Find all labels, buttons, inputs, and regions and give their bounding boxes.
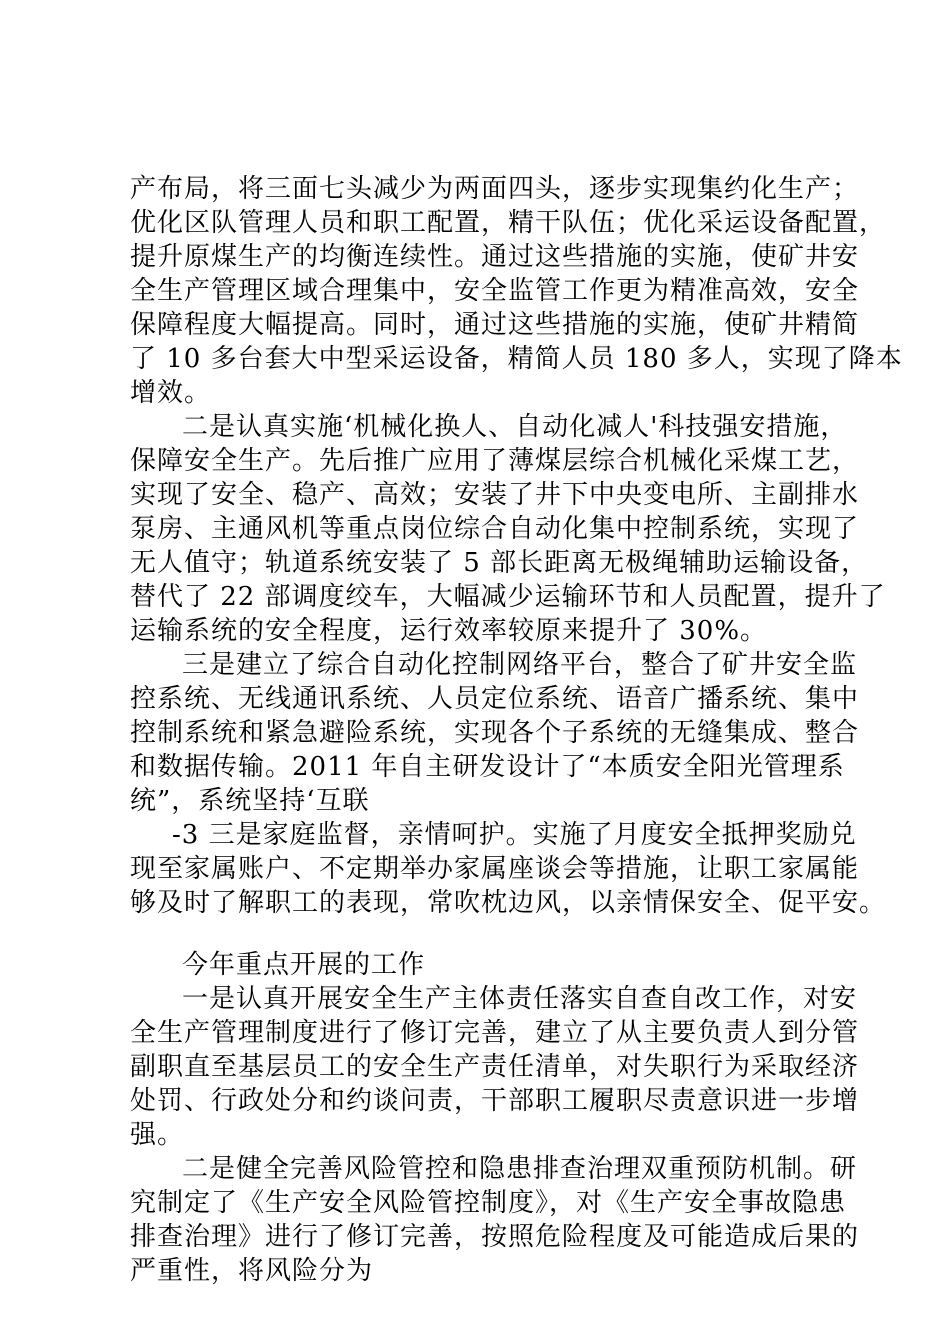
text-line: 产布局，将三面七头减少为两面四头，逐步实现集约化生产； bbox=[130, 174, 860, 204]
text-line: 保障程度大幅提高。同时，通过这些措施的实施，使矿井精简 bbox=[130, 310, 860, 340]
text-line: 实现了安全、稳产、高效；安装了井下中央变电所、主副排水 bbox=[130, 480, 860, 510]
text-line: 替代了 22 部调度绞车，大幅减少运输环节和人员配置，提升了 bbox=[130, 582, 886, 612]
text-line: 处罚、行政处分和约谈问责，干部职工履职尽责意识进一步增 bbox=[130, 1086, 860, 1116]
text-line: 统”，系统坚持‘互联 bbox=[130, 786, 370, 816]
text-line: 优化区队管理人员和职工配置，精干队伍；优化采运设备配置， bbox=[130, 208, 887, 238]
text-line: 副职直至基层员工的安全生产责任清单，对失职行为采取经济 bbox=[130, 1052, 860, 1082]
text-line: 强。 bbox=[130, 1120, 185, 1150]
text-line: 了 10 多台套大中型采运设备，精简人员 180 多人，实现了降本 bbox=[130, 344, 903, 374]
text-line: 全生产管理制度进行了修订完善，建立了从主要负责人到分管 bbox=[130, 1018, 860, 1048]
text-line: 严重性，将风险分为 bbox=[130, 1256, 374, 1286]
text-line: 二是认真实施‘机械化换人、自动化减人'科技强安措施， bbox=[182, 412, 848, 442]
text-line: 二是健全完善风险管控和隐患排查治理双重预防机制。研 bbox=[182, 1154, 858, 1184]
text-line: 和数据传输。2011 年自主研发设计了“本质安全阳光管理系 bbox=[130, 752, 845, 782]
text-line: 排查治理》进行了修订完善，按照危险程度及可能造成后果的 bbox=[130, 1222, 860, 1252]
text-line: 提升原煤生产的均衡连续性。通过这些措施的实施，使矿井安 bbox=[130, 242, 860, 272]
section-heading: 今年重点开展的工作 bbox=[182, 950, 426, 980]
text-line: 够及时了解职工的表现，常吹枕边风，以亲情保安全、促平安。 bbox=[130, 888, 887, 918]
text-line: 全生产管理区域合理集中，安全监管工作更为精准高效，安全 bbox=[130, 276, 860, 306]
text-line: 无人值守；轨道系统安装了 5 部长距离无极绳辅助运输设备， bbox=[130, 548, 869, 578]
text-line: 一是认真开展安全生产主体责任落实自查自改工作，对安 bbox=[182, 984, 858, 1014]
text-line: 现至家属账户、不定期举办家属座谈会等措施，让职工家属能 bbox=[130, 854, 860, 884]
text-line: 保障安全生产。先后推广应用了薄煤层综合机械化采煤工艺， bbox=[130, 446, 860, 476]
text-line: 泵房、主通风机等重点岗位综合自动化集中控制系统，实现了 bbox=[130, 514, 860, 544]
text-line: 增效。 bbox=[130, 378, 212, 408]
text-line: 三是建立了综合自动化控制网络平台，整合了矿井安全监 bbox=[182, 650, 858, 680]
text-line: 控系统、无线通讯系统、人员定位系统、语音广播系统、集中 bbox=[130, 684, 860, 714]
text-line: 运输系统的安全程度，运行效率较原来提升了 30%。 bbox=[130, 616, 768, 646]
text-line: -3 三是家庭监督，亲情呵护。实施了月度安全抵押奖励兑 bbox=[172, 820, 857, 850]
text-line: 控制系统和紧急避险系统，实现各个子系统的无缝集成、整合 bbox=[130, 718, 860, 748]
text-line: 究制定了《生产安全风险管控制度》，对《生产安全事故隐患 bbox=[130, 1188, 847, 1218]
